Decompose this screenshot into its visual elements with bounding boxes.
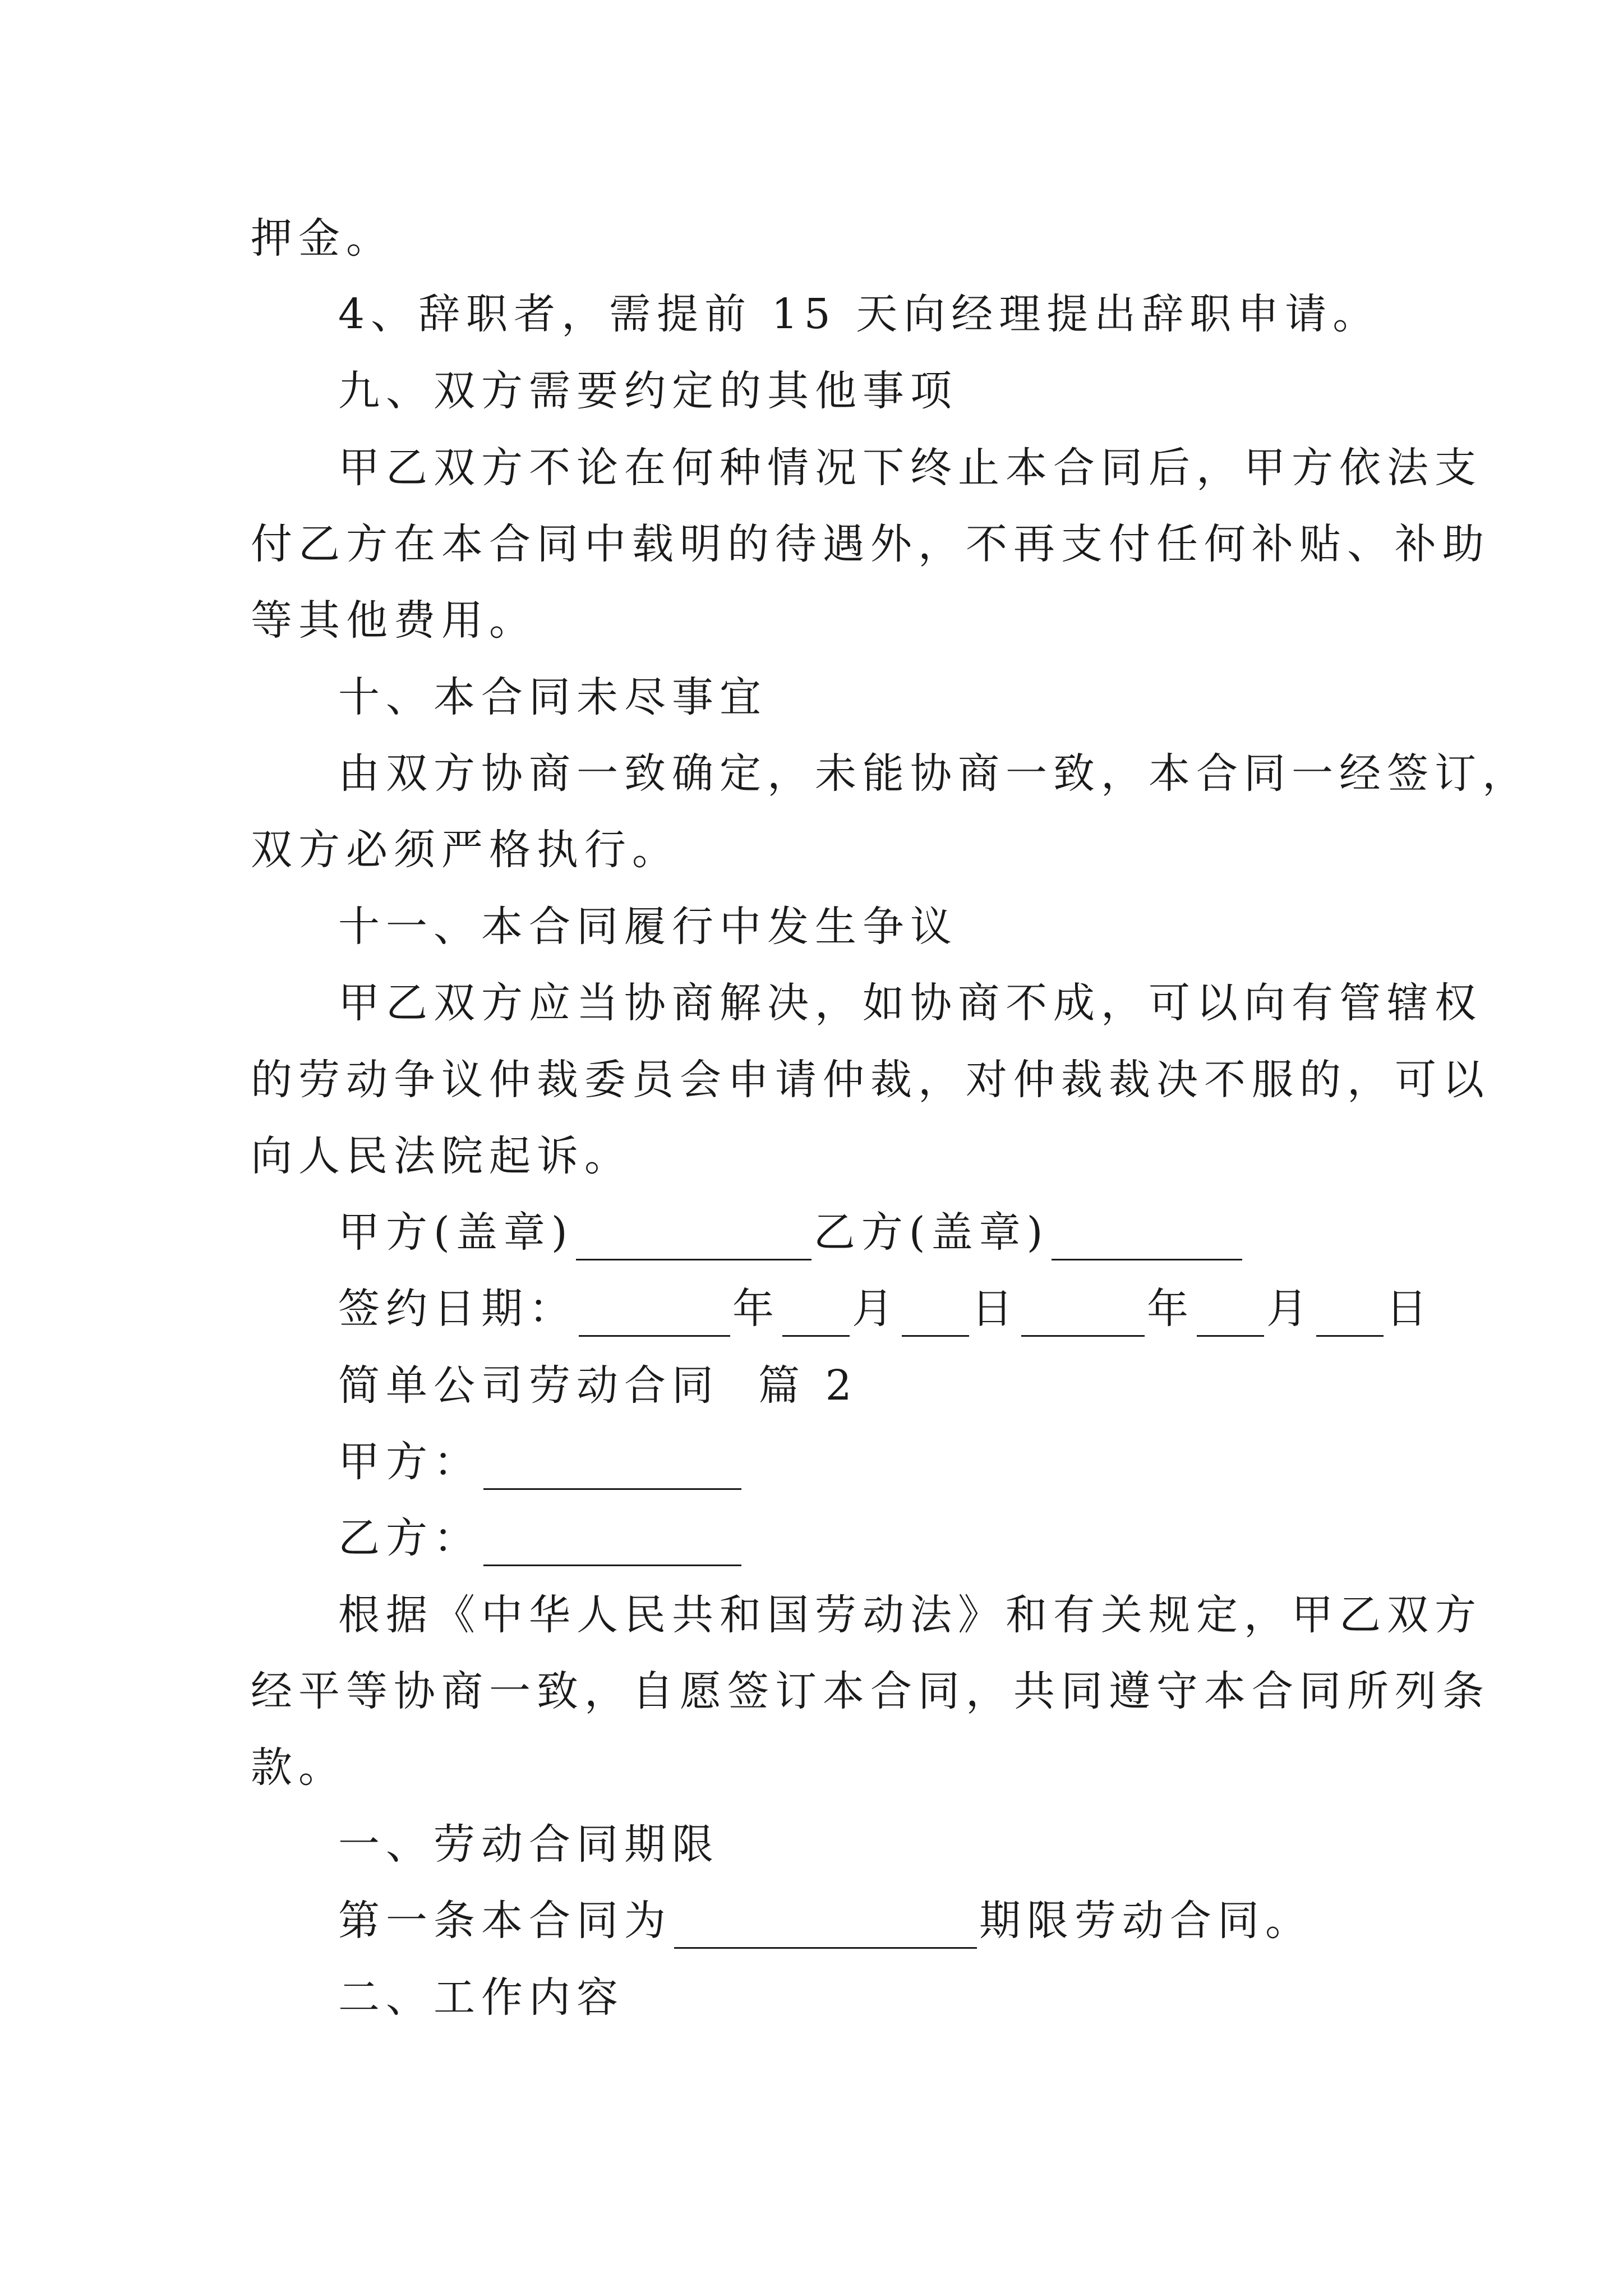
intro-line: 经平等协商一致，自愿签订本合同，共同遵守本合同所列条: [251, 1667, 1490, 1715]
month-blank: [782, 1296, 850, 1337]
party-b-blank: [483, 1525, 741, 1566]
text-line: 等其他费用。: [251, 596, 537, 645]
party-a-line: [338, 1434, 744, 1490]
party-a-seal-label: 甲方(盖章): [338, 1208, 574, 1257]
section-title: 简单公司劳动合同 篇 2: [338, 1361, 858, 1410]
month-label: 月: [852, 1285, 900, 1333]
section-heading: 十一、本合同履行中发生争议: [338, 903, 958, 951]
party-b-seal-blank: [1052, 1220, 1242, 1260]
text-line: 甲乙双方不论在何种情况下终止本合同后，甲方依法支: [338, 444, 1482, 492]
day-label: 日: [1386, 1285, 1433, 1333]
clause-text: 第一条本合同为: [338, 1897, 672, 1945]
clause-heading: 二、工作内容: [338, 1973, 624, 2022]
clause-heading: 一、劳动合同期限: [338, 1820, 720, 1869]
party-a-label: 甲方：: [338, 1438, 481, 1486]
text-line: 押金。: [251, 214, 394, 263]
party-b-label: 乙方：: [338, 1514, 481, 1562]
year-blank: [579, 1296, 730, 1337]
clause-text: 期限劳动合同。: [979, 1897, 1313, 1945]
intro-line: 款。: [251, 1743, 346, 1792]
text-line: 付乙方在本合同中载明的待遇外，不再支付任何补贴、补助: [251, 520, 1490, 568]
party-a-blank: [483, 1449, 741, 1490]
section-heading: 十、本合同未尽事宜: [338, 673, 767, 721]
party-b-line: [338, 1510, 744, 1566]
text-line: 双方必须严格执行。: [251, 826, 680, 874]
month-blank: [1197, 1296, 1264, 1337]
text-line: 的劳动争议仲裁委员会申请仲裁，对仲裁裁决不服的，可以: [251, 1056, 1490, 1104]
intro-line: 根据《中华人民共和国劳动法》和有关规定，甲乙双方: [338, 1591, 1482, 1639]
year-label: 年: [732, 1285, 780, 1333]
party-b-seal-label: 乙方(盖章): [813, 1208, 1049, 1257]
year-blank: [1021, 1296, 1145, 1337]
term-blank: [674, 1908, 977, 1949]
date-line: [338, 1281, 1433, 1337]
section-heading: 九、双方需要约定的其他事项: [338, 367, 958, 415]
party-a-seal-blank: [576, 1220, 811, 1260]
text-line: 向人民法院起诉。: [251, 1132, 632, 1180]
day-blank: [902, 1296, 969, 1337]
text-line: 甲乙双方应当协商解决，如协商不成，可以向有管辖权: [338, 979, 1482, 1027]
day-label: 日: [971, 1285, 1019, 1333]
clause-line: [338, 1893, 1313, 1949]
month-label: 月: [1266, 1285, 1314, 1333]
signature-line: [338, 1204, 1244, 1260]
year-label: 年: [1147, 1285, 1195, 1333]
text-line: 4、辞职者，需提前 15 天向经理提出辞职申请。: [338, 290, 1381, 338]
day-blank: [1316, 1296, 1384, 1337]
text-line: 由双方协商一致确定，未能协商一致，本合同一经签订，: [338, 749, 1530, 798]
date-label: 签约日期：: [338, 1285, 577, 1333]
